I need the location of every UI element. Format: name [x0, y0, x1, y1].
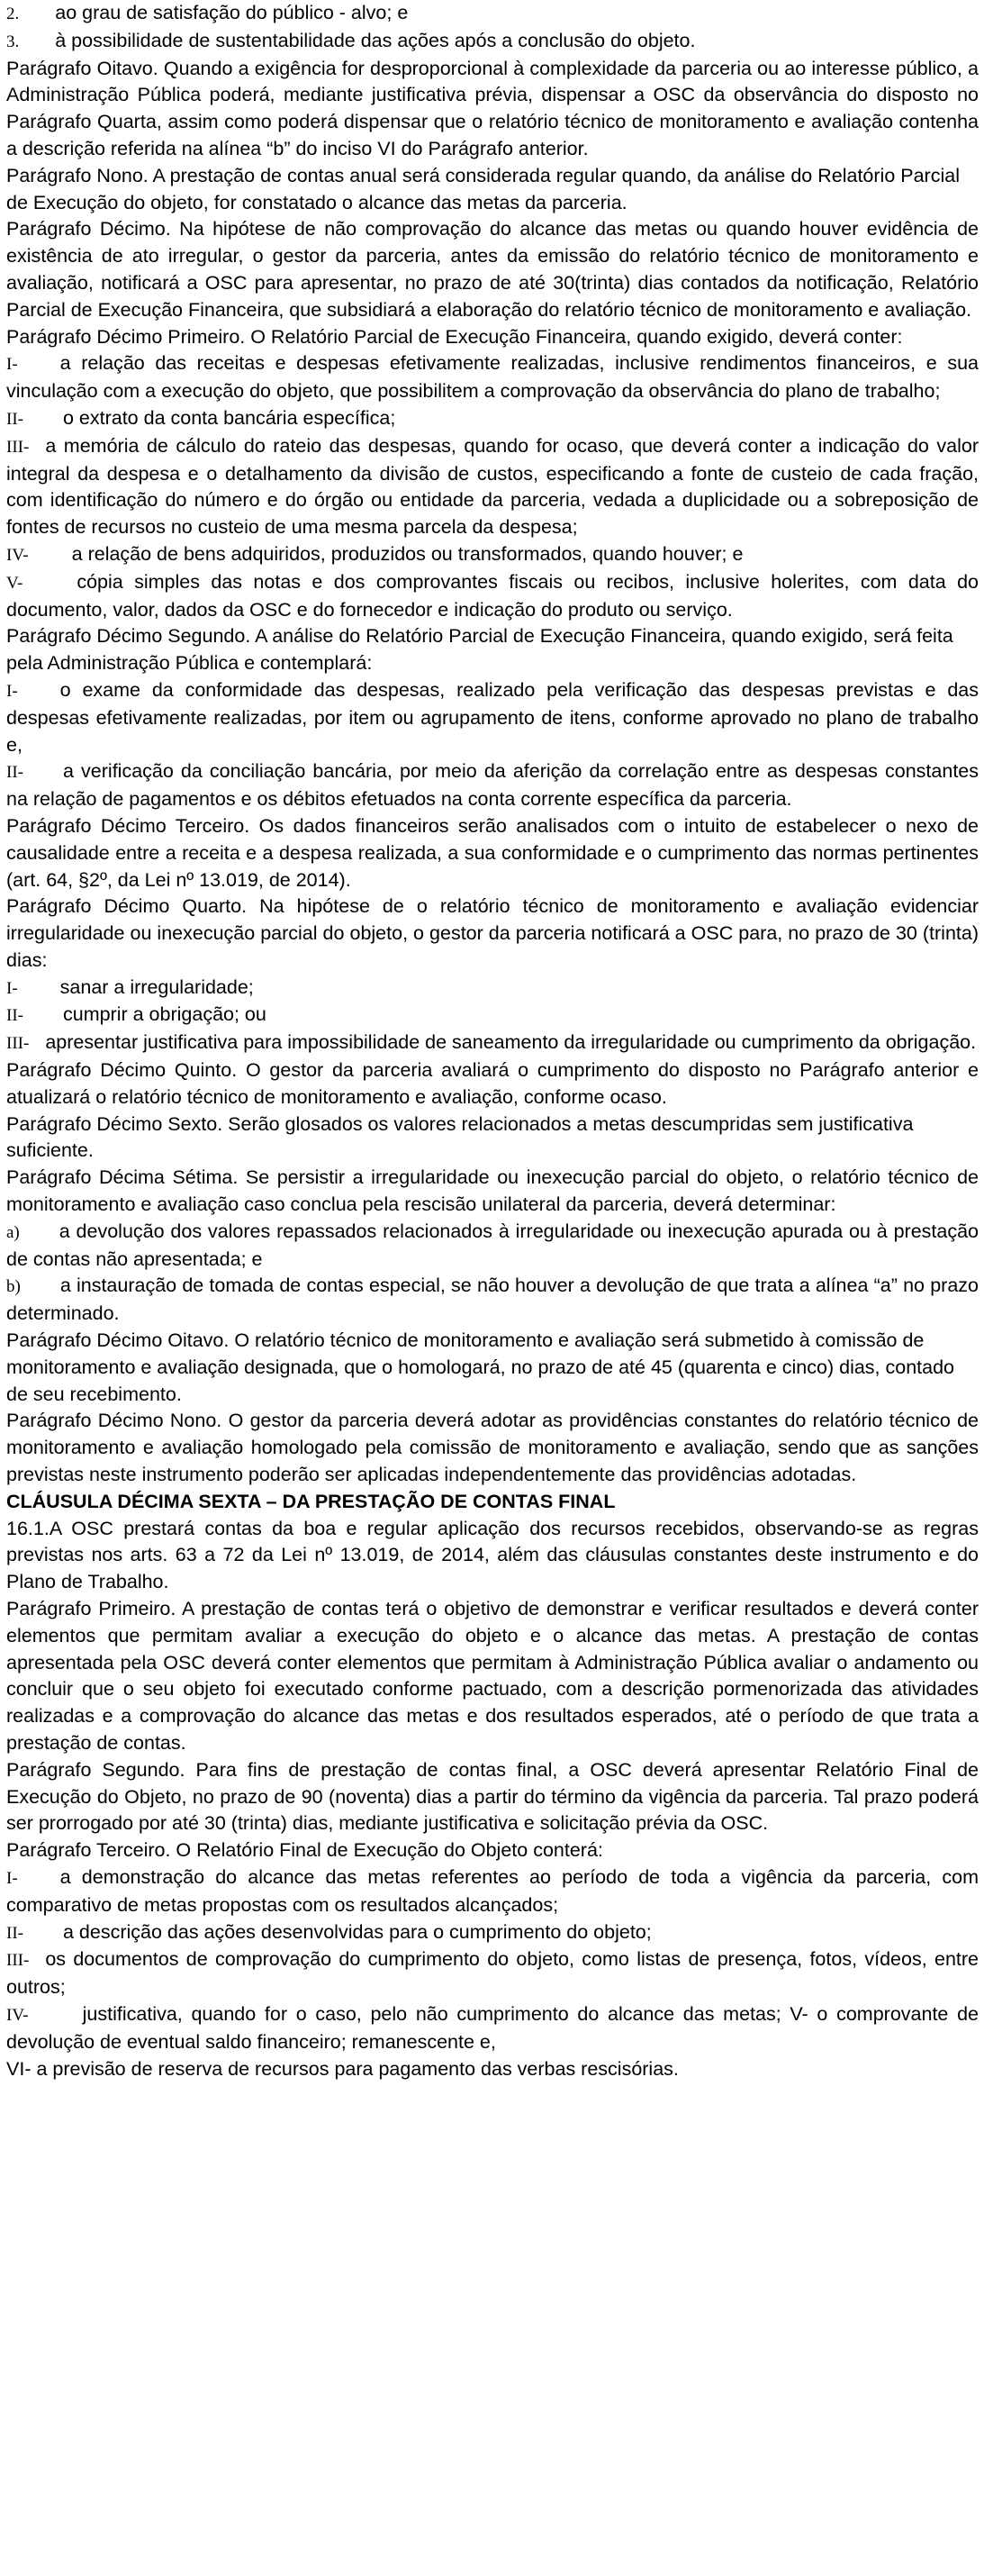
list-item: [6, 2001, 979, 2056]
paragraph-text: a verificação da conciliação bancária, por meio da aferição da correlação entre as despesas constantes na relação de pagamentos e os débitos efetuados na conta corrente específica da parceria.: [6, 760, 979, 811]
paragraph-text: Parágrafo Primeiro. A prestação de contas terá o objetivo de demonstrar e verificar resultados e deverá conter elementos que permitam avaliar a execução do objeto e o alcance das metas. A prestação de contas apresentada pela OSC deverá conter elementos que permitam à Administração Pública avaliar o andamento ou concluir que o seu objeto foi executado conforme pactuado, com a descrição pormenorizada das atividades realizadas e a comprovação do alcance das metas e dos resultados esperados, até o período de que trata a prestação de contas.: [6, 1598, 979, 1754]
paragraph-text: a instauração de tomada de contas especial, se não houver a devolução de que trata a alínea “a” no prazo determinado.: [6, 1274, 979, 1325]
paragraph-text: Parágrafo Décimo Sexto. Serão glosados os valores relacionados a metas descumpridas sem justificativa suficiente.: [6, 1112, 914, 1162]
paragraph: [6, 1111, 979, 1166]
paragraph-text: cumprir a obrigação; ou: [62, 1003, 266, 1026]
list-number: I-: [6, 355, 18, 375]
list-item: [6, 350, 979, 405]
list-number: II-: [6, 1006, 23, 1026]
list-item: [6, 28, 979, 56]
list-item: [6, 1219, 979, 1274]
paragraph: [6, 623, 979, 677]
paragraph-text: Parágrafo Décimo Nono. O gestor da parceria deverá adotar as providências constantes do relatório técnico de monitoramento e avaliação homologado pela comissão de monitoramento e avaliação, sendo que as sanções previstas neste instrumento poderão ser aplicadas independentemente das providências adotadas.: [6, 1410, 979, 1486]
paragraph-text: 16.1.A OSC prestará contas da boa e regular aplicação dos recursos recebidos, observando-se as regras previstas nos arts. 63 a 72 da Lei nº 13.019, de 2014, além das cláusulas constantes deste instrumento e do Plano de Trabalho.: [6, 1517, 979, 1593]
heading-text: CLÁUSULA DÉCIMA SEXTA – DA PRESTAÇÃO DE CONTAS FINAL: [6, 1490, 616, 1512]
list-number: IV-: [6, 545, 29, 565]
paragraph-text: VI- a previsão de reserva de recursos para pagamento das verbas rescisórias.: [6, 2057, 679, 2080]
list-number: b): [6, 1277, 21, 1297]
paragraph-text: Parágrafo Oitavo. Quando a exigência for desproporcional à complexidade da parceria ou ao interesse público, a Administração Pública poderá, mediante justificativa prévia, dispensar a OSC da observância do disposto no Parágrafo Quarta, assim como poderá dispensar que o relatório técnico de monitoramento e avaliação contenha a descrição referida na alínea “b” do inciso VI do Parágrafo anterior.: [6, 57, 979, 159]
paragraph-text: Parágrafo Décimo Quarto. Na hipótese de o relatório técnico de monitoramento e avaliação evidenciar irregularidade ou inexecução parcial do objeto, o gestor da parceria notificará a OSC para, no prazo de 30 (trinta) dias:: [6, 895, 979, 971]
paragraph-text: Parágrafo Décimo Primeiro. O Relatório Parcial de Execução Financeira, quando exigido, deverá conter:: [6, 325, 903, 348]
list-item: [6, 1029, 979, 1057]
paragraph: [6, 1837, 979, 1864]
list-item: [6, 541, 979, 569]
list-number: I-: [6, 978, 18, 998]
list-number: a): [6, 1222, 20, 1242]
paragraph-text: a relação de bens adquiridos, produzidos ou transformados, quando houver; e: [71, 542, 744, 565]
list-number: IV-: [6, 2005, 29, 2025]
paragraph: [6, 56, 979, 163]
paragraph: [6, 2056, 979, 2083]
paragraph: [6, 216, 979, 323]
list-item: [6, 569, 979, 624]
list-number: V-: [6, 573, 23, 593]
paragraph-text: Parágrafo Décimo. Na hipótese de não comprovação do alcance das metas ou quando houver evidência de existência de ato irregular, o gestor da parceria, antes da emissão do relatório técnico de monitoramento e avaliação, notificará a OSC para apresentar, no prazo de até 30(trinta) dias contados da notificação, Relatório Parcial de Execução Financeira, que subsidiará a elaboração do relatório técnico de monitoramento e avaliação.: [6, 218, 979, 321]
list-item: [6, 1946, 979, 2001]
paragraph-text: Parágrafo Décimo Oitavo. O relatório técnico de monitoramento e avaliação será submetido à comissão de monitoramento e avaliação designada, que o homologará, no prazo de até 45 (quarenta e cinco) dias, contado de seu recebimento.: [6, 1329, 955, 1405]
paragraph: [6, 1057, 979, 1111]
paragraph-text: Parágrafo Décimo Quinto. O gestor da parceria avaliará o cumprimento do disposto no Parágrafo anterior e atualizará o relatório técnico de monitoramento e avaliação, conforme ocaso.: [6, 1059, 979, 1108]
list-item: [6, 975, 979, 1002]
paragraph-text: os documentos de comprovação do cumprimento do objeto, como listas de presença, fotos, vídeos, entre outros;: [6, 1948, 979, 1999]
list-item: [6, 758, 979, 813]
list-item: [6, 1919, 979, 1947]
paragraph-text: Parágrafo Décimo Segundo. A análise do Relatório Parcial de Execução Financeira, quando exigido, será feita pela Administração Pública e contemplará:: [6, 625, 953, 675]
paragraph: [6, 1757, 979, 1837]
list-number: II-: [6, 1923, 23, 1943]
list-item: [6, 1864, 979, 1919]
paragraph-text: Parágrafo Nono. A prestação de contas anual será considerada regular quando, da análise do Relatório Parcial de Execução do objeto, for constatado o alcance das metas da parceria.: [6, 164, 960, 213]
list-item: [6, 1273, 979, 1328]
paragraph-text: justificativa, quando for o caso, pelo não cumprimento do alcance das metas; V- o comprovante de devolução de eventual saldo financeiro; remanescente e,: [6, 2002, 979, 2053]
paragraph-text: ao grau de satisfação do público - alvo; e: [55, 2, 409, 23]
paragraph: [6, 1408, 979, 1488]
paragraph-text: a devolução dos valores repassados relacionados à irregularidade ou inexecução apurada ou à prestação de contas não apresentada; e: [6, 1220, 979, 1270]
list-number: 2.: [6, 5, 20, 23]
paragraph-text: à possibilidade de sustentabilidade das ações após a conclusão do objeto.: [55, 29, 696, 51]
paragraph: [6, 1596, 979, 1757]
list-item: [6, 677, 979, 758]
paragraph-text: a memória de cálculo do rateio das despesas, quando for ocaso, que deverá conter a indicação do valor integral da despesa e o detalhamento da divisão de custos, especificando a fonte de custeio de cada fração, com identificação do número e do órgão ou entidade da parceria, vedada a duplicidade ou a sobreposição de fontes de recursos no custeio de uma mesma parcela da despesa;: [6, 434, 979, 539]
paragraph-text: o exame da conformidade das despesas, realizado pela verificação das despesas previstas e das despesas efetivamente realizadas, por item ou agrupamento de itens, conforme aprovado no plano de trabalho e,: [6, 678, 979, 756]
paragraph-text: a demonstração do alcance das metas referentes ao período de toda a vigência da parceria, com comparativo de metas propostas com os resultados alcançados;: [6, 1865, 979, 1916]
paragraph-text: o extrato da conta bancária específica;: [62, 406, 396, 429]
paragraph-text: apresentar justificativa para impossibilidade de saneamento da irregularidade ou cumprimento da obrigação.: [45, 1031, 977, 1054]
paragraph-text: Parágrafo Décima Sétima. Se persistir a irregularidade ou inexecução parcial do objeto, o relatório técnico de monitoramento e avaliação caso conclua pela rescisão unilateral da parceria, deverá determinar:: [6, 1166, 979, 1216]
list-number: III-: [6, 437, 30, 457]
paragraph-text: cópia simples das notas e dos comprovantes fiscais ou recibos, inclusive holerites, com data do documento, valor, dados da OSC e do fornecedor e indicação do produto ou serviço.: [6, 570, 979, 621]
paragraph-text: Parágrafo Décimo Terceiro. Os dados financeiros serão analisados com o intuito de estabelecer o nexo de causalidade entre a receita e a despesa realizada, a sua conformidade e o cumprimento das normas pertinentes (art. 64, §2º, da Lei nº 13.019, de 2014).: [6, 814, 979, 891]
clause-heading: [6, 1489, 979, 1516]
paragraph: [6, 324, 979, 351]
list-number: III-: [6, 1034, 30, 1054]
paragraph: [6, 163, 979, 217]
list-number: III-: [6, 1951, 30, 1971]
paragraph-text: Parágrafo Terceiro. O Relatório Final de Execução do Objeto conterá:: [6, 1839, 603, 1862]
paragraph: [6, 1165, 979, 1219]
list-number: I-: [6, 681, 18, 701]
list-number: 3.: [6, 32, 20, 51]
list-number: II-: [6, 763, 23, 783]
list-number: II-: [6, 409, 23, 429]
paragraph-text: a relação das receitas e despesas efetivamente realizadas, inclusive rendimentos financeiros, e sua vinculação com a execução do objeto, que possibilitem a comprovação da observância do plano de trabalho;: [6, 352, 979, 403]
list-number: I-: [6, 1868, 18, 1888]
paragraph: [6, 813, 979, 893]
list-item: [6, 405, 979, 433]
list-item: [6, 1002, 979, 1029]
paragraph-text: a descrição das ações desenvolvidas para o cumprimento do objeto;: [62, 1920, 652, 1943]
list-item: [6, 433, 979, 541]
paragraph-text: sanar a irregularidade;: [59, 975, 254, 998]
paragraph: [6, 1516, 979, 1596]
paragraph: [6, 1328, 979, 1408]
paragraph: [6, 893, 979, 974]
paragraph-text: Parágrafo Segundo. Para fins de prestação de contas final, a OSC deverá apresentar Relatório Final de Execução do Objeto, no prazo de 90 (noventa) dias a partir do término da vigência da parceria. Tal prazo poderá ser prorrogado por até 30 (trinta) dias, mediante justificativa e solicitação prévia da OSC.: [6, 1758, 979, 1835]
list-item: [6, 0, 979, 28]
